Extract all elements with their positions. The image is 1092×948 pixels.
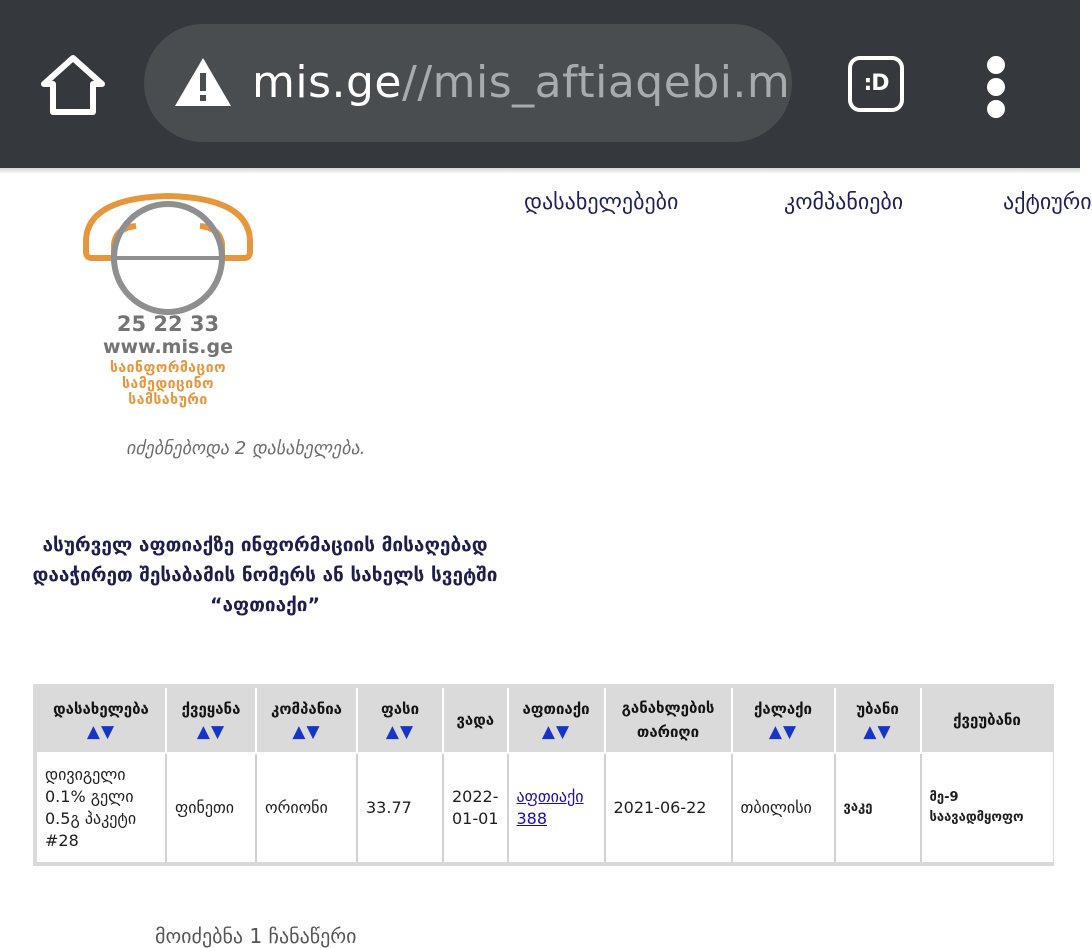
nav-item-companies[interactable]: კომპანიები xyxy=(784,190,904,215)
instruction-line-2: დააჭირეთ შესაბამის ნომერს ან სახელს სვეტში xyxy=(32,564,498,586)
nav-item-names[interactable]: დასახელებები xyxy=(524,190,679,215)
cell-expiry: 2022-01-01 xyxy=(443,753,508,862)
warning-icon[interactable] xyxy=(174,56,232,108)
col-header-label: ქვეყანა xyxy=(181,700,241,718)
cell-name: დივიგელი 0.1% გელი 0.5გ პაკეტი #28 xyxy=(37,753,166,862)
col-header-country[interactable] xyxy=(166,688,256,753)
sort-arrows-icon[interactable]: ▲▼ xyxy=(196,722,226,742)
logo-line-2: სამედიცინო xyxy=(122,376,214,392)
logo-line-3: სამსახური xyxy=(128,392,208,408)
url-text[interactable] xyxy=(252,54,790,112)
logo-phone-number: 25 22 33 xyxy=(116,312,220,336)
sort-arrows-icon[interactable]: ▲▼ xyxy=(863,722,892,742)
table-header-row xyxy=(37,688,1053,753)
col-header-expiry: ვადა xyxy=(443,688,508,753)
cell-city: თბილისი xyxy=(732,753,835,862)
sort-arrows-icon[interactable]: ▲▼ xyxy=(385,722,415,742)
sort-arrows-icon[interactable]: ▲▼ xyxy=(541,722,571,742)
instruction-text xyxy=(0,530,570,620)
logo-website: www.mis.ge xyxy=(103,336,233,358)
col-header-label: ქალაქი xyxy=(754,700,812,718)
col-header-pharmacy[interactable] xyxy=(508,688,605,753)
table-row xyxy=(37,753,1053,862)
col-header-price[interactable] xyxy=(357,688,443,753)
nav-item-active[interactable]: აქტიური xyxy=(1003,190,1092,215)
col-header-city[interactable] xyxy=(732,688,835,753)
search-result-count: იძებნებოდა 2 დასახელება. xyxy=(126,438,366,459)
pharmacy-link[interactable]: აფთიაქი 388 xyxy=(516,787,584,828)
bottom-status-text: მოიძებნა 1 ჩანაწერი xyxy=(155,924,357,948)
results-table xyxy=(37,688,1053,862)
results-table-frame xyxy=(33,684,1054,866)
instruction-line-3: “აფთიაქი” xyxy=(210,594,320,616)
cell-subdistrict: მე-9 საავადმყოფო xyxy=(921,753,1053,862)
col-header-label: კომპანია xyxy=(271,700,342,718)
col-header-label: აფთიაქი xyxy=(522,700,590,718)
col-header-updated: განახლების თარიღი xyxy=(605,688,732,753)
col-header-company[interactable] xyxy=(256,688,357,753)
cell-pharmacy xyxy=(508,753,605,862)
sort-arrows-icon[interactable]: ▲▼ xyxy=(292,722,321,742)
logo-line-1: საინფორმაციო xyxy=(109,360,227,376)
site-logo[interactable] xyxy=(80,188,256,410)
url-host: mis.ge xyxy=(252,57,402,108)
col-header-label: დასახელება xyxy=(53,700,149,718)
browser-toolbar xyxy=(0,0,1080,168)
sort-arrows-icon[interactable]: ▲▼ xyxy=(768,722,798,742)
col-header-subdistrict: ქვეუბანი xyxy=(921,688,1053,753)
cell-price: 33.77 xyxy=(357,753,443,862)
col-header-district[interactable] xyxy=(835,688,921,753)
url-path: //mis_aftiaqebi.m xyxy=(402,57,791,108)
home-icon[interactable] xyxy=(36,48,110,122)
toolbar-shadow xyxy=(0,168,1080,174)
sort-arrows-icon[interactable]: ▲▼ xyxy=(86,722,116,742)
more-vert-icon[interactable] xyxy=(984,56,1008,116)
instruction-line-1: ასურველ აფთიაქზე ინფორმაციის მისაღებად xyxy=(42,534,488,556)
cell-country: ფინეთი xyxy=(166,753,256,862)
cell-district: ვაკე xyxy=(835,753,921,862)
col-header-label: უბანი xyxy=(856,700,899,718)
phone-logo-icon xyxy=(80,188,256,318)
tab-switcher-button[interactable]: :D xyxy=(848,56,904,112)
col-header-label: ფასი xyxy=(380,700,420,718)
cell-company: ორიონი xyxy=(256,753,357,862)
address-bar[interactable] xyxy=(144,24,792,142)
cell-updated: 2021-06-22 xyxy=(605,753,732,862)
col-header-name[interactable] xyxy=(37,688,166,753)
